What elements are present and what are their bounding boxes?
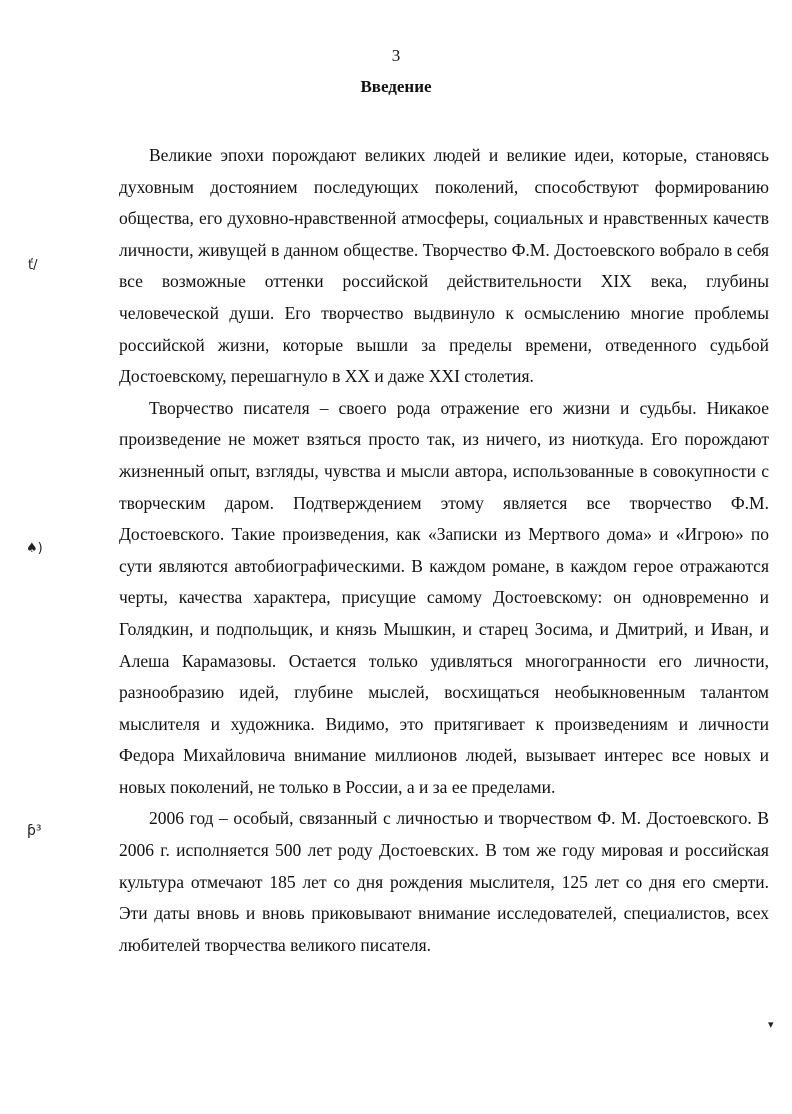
paragraph-3: 2006 год – особый, связанный с личностью и творчеством Ф. М. Достоевского. В 2006 г. исполняется 500 лет роду Достоевских. В том же году мировая и российская культура отмечают 185 лет со дня рождения мыслителя, 125 лет со дня его смерти. Эти даты вновь и вновь приковывают внимание исследователей, специалистов, всех любителей творчества великого писателя. (119, 808, 769, 955)
margin-mark-icon: ƥ³ (27, 823, 42, 839)
paragraph-1: Великие эпохи порождают великих людей и великие идеи, которые, становясь духовным достоянием последующих поколений, способствуют формированию общества, его духовно-нравственной атмосферы, социальных и нравственных качеств личности, живущей в данном обществе. Творчество Ф.М. Достоевского вобрало в себя все возможные оттенки российской действительности XIX века, глубины человеческой души. Его творчество выдвинуло к осмыслению многие проблемы российской жизни, которые вышли за пределы времени, отведенного судьбой Достоевскому, перешагнуло в XX и даже XXI столетия. (119, 145, 769, 387)
page-number: 3 (391, 46, 401, 65)
page-title: Введение (360, 77, 432, 96)
margin-mark-icon: ť/ (28, 258, 38, 273)
margin-mark-icon: ▾ (768, 1018, 774, 1031)
document-body (119, 140, 769, 961)
margin-mark-icon: ♠) (26, 541, 43, 556)
paragraph-2: Творчество писателя – своего рода отражение его жизни и судьбы. Никакое произведение не может взяться просто так, из ничего, из ниоткуда. Его порождают жизненный опыт, взгляды, чувства и мысли автора, использованные в совокупности с творческим даром. Подтверждением этому является все творчество Ф.М. Достоевского. Такие произведения, как «Записки из Мертвого дома» и «Игрою» по сути являются автобиографическими. В каждом романе, в каждом герое отражаются черты, качества характера, присущие самому Достоевскому: он одновременно и Голядкин, и подпольщик, и князь Мышкин, и старец Зосима, и Дмитрий, и Иван, и Алеша Карамазовы. Остается только удивляться многогранности его личности, разнообразию идей, глубине мыслей, восхищаться необыкновенным талантом мыслителя и художника. Видимо, это притягивает к произведениям и личности Федора Михайловича внимание миллионов людей, вызывает интерес все новых и новых поколений, не только в России, а и за ее пределами. (119, 397, 769, 797)
